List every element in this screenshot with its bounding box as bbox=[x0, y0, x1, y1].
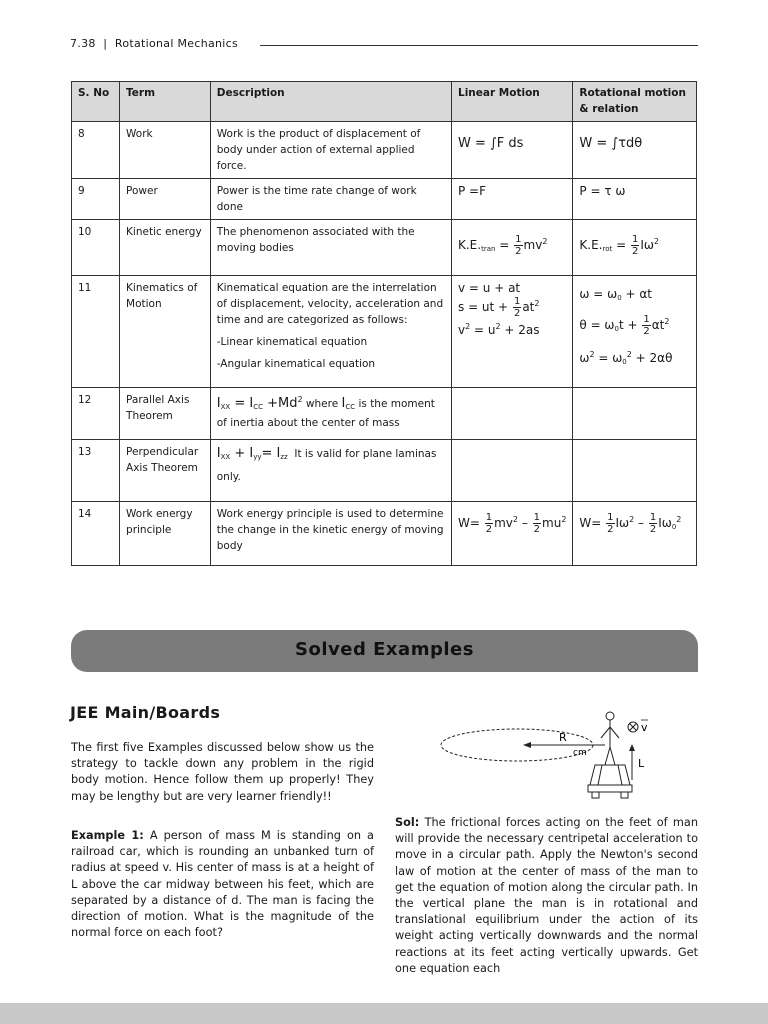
cell-term: Work bbox=[120, 122, 211, 179]
cell-sno: 11 bbox=[72, 276, 120, 388]
solution-text: The frictional forces acting on the feet of man will provide the necessary centripetal acceleration to move in a circular path. Apply the Newton's second law of motion at the center of mass of the man to get the equation of motion along the circular path. In the vertical plane the man is in rotational and translational equilibrium under the action of its weight acting vertically downwards and the normal reactions at its feet acting vertically upwards. Get one equation each bbox=[395, 816, 698, 975]
cell-linear-formula: W= $\frac{1}{2}$ $mv^2$ – $\frac{1}{2}$ $mu^2$ bbox=[452, 502, 573, 566]
table-row bbox=[72, 122, 697, 179]
cell-term: Parallel Axis Theorem bbox=[120, 388, 211, 440]
radius-arrowhead bbox=[523, 742, 531, 748]
cell-rotational-formula: W = ∫τdθ bbox=[573, 122, 697, 179]
equation-line: $\theta = \omega_0t$ + $\frac{1}{2}$ $\alpha t^2$ bbox=[579, 314, 670, 337]
cell-description bbox=[210, 276, 451, 388]
equation-line: $\omega^2 = \omega_0^2 + 2\alpha\theta$ bbox=[579, 350, 673, 366]
cell-sno: 13 bbox=[72, 440, 120, 502]
cell-term: Kinetic energy bbox=[120, 220, 211, 276]
cell-rotational-formula bbox=[573, 388, 697, 440]
table-row bbox=[72, 502, 697, 566]
cell-term: Work energy principle bbox=[120, 502, 211, 566]
example-paragraph bbox=[71, 828, 374, 941]
man-figure bbox=[588, 712, 632, 798]
col-header-linear: Linear Motion bbox=[452, 82, 573, 122]
chapter-title: Rotational Mechanics bbox=[114, 37, 239, 50]
example-text: A person of mass M is standing on a railroad car, which is rounding an unbanked turn of radius at speed v. His center of mass is at a height of L above the car midway between his feet, which are separated by a distance of d. The man is facing the direction of motion. What is the magnitude of the normal force on each foot? bbox=[71, 829, 374, 940]
banner-title: Solved Examples bbox=[295, 639, 474, 660]
velocity-into-page-icon bbox=[628, 722, 638, 732]
intro-paragraph: The first five Examples discussed below show us the strategy to tackle down any problem in the rigid body motion. Hence follow them up properly! They may be lengthy but are very learner friendly!! bbox=[71, 741, 374, 803]
table-row bbox=[72, 276, 697, 388]
col-header-sno: S. No bbox=[72, 82, 120, 122]
railroad-diagram bbox=[435, 705, 665, 805]
cell-rotational-formula: P = τ ω bbox=[573, 179, 697, 220]
cell-linear-formula bbox=[452, 440, 573, 502]
cell-linear-formula: P =F bbox=[452, 179, 573, 220]
header-rule bbox=[260, 45, 698, 46]
col-header-term: Term bbox=[120, 82, 211, 122]
list-item: -Linear kinematical equation bbox=[216, 336, 368, 348]
cell-rotational-formula: $K.E._{rot}$ = $\frac{1}{2}$ $I\omega^2$ bbox=[573, 220, 697, 276]
summary-table bbox=[71, 81, 697, 566]
table-row bbox=[72, 440, 697, 502]
table-row bbox=[72, 388, 697, 440]
solution-label: Sol: bbox=[395, 816, 420, 829]
equation-line: v = u + at bbox=[458, 281, 521, 295]
cell-description: Power is the time rate change of work done bbox=[210, 179, 451, 220]
height-arrowhead bbox=[629, 744, 635, 751]
cell-description: Work is the product of displacement of body under action of external applied force. bbox=[210, 122, 451, 179]
table-header-row bbox=[72, 82, 697, 122]
cell-sno: 10 bbox=[72, 220, 120, 276]
cell-linear-formula bbox=[452, 276, 573, 388]
height-label: L bbox=[638, 757, 645, 770]
cell-linear-formula bbox=[452, 388, 573, 440]
table-row bbox=[72, 179, 697, 220]
cell-rotational-formula: W= $\frac{1}{2}$ $I\omega^2$ – $\frac{1}{2}$ $I\omega_0^2$ bbox=[573, 502, 697, 566]
cell-rotational-formula bbox=[573, 276, 697, 388]
cell-description: $I_{XX} + I_{yy}= I_{zz}$ It is valid for plane laminas only. bbox=[210, 440, 451, 502]
cell-linear-formula: W = ∫F ds bbox=[452, 122, 573, 179]
page-header bbox=[70, 37, 698, 53]
header-separator: | bbox=[103, 37, 108, 50]
kinematics-description: Kinematical equation are the interrelation of displacement, velocity, acceleration and time and are categorized as follows: bbox=[216, 282, 444, 326]
cell-term: Power bbox=[120, 179, 211, 220]
cell-sno: 9 bbox=[72, 179, 120, 220]
cm-label: cm bbox=[573, 748, 587, 758]
equation-line: $\omega = \omega_0 + \alpha t$ bbox=[579, 287, 652, 302]
section-heading: JEE Main/Boards bbox=[70, 703, 221, 722]
equation-line: s = ut + $\frac{1}{2}$ $at^2$ bbox=[458, 296, 540, 319]
example-label: Example 1: bbox=[71, 829, 144, 842]
cell-sno: 12 bbox=[72, 388, 120, 440]
page-number: 7.38 bbox=[70, 37, 96, 50]
cell-description: Work energy principle is used to determine the change in the kinetic energy of moving body bbox=[210, 502, 451, 566]
cell-description: The phenomenon associated with the moving bodies bbox=[210, 220, 451, 276]
col-header-description: Description bbox=[210, 82, 451, 122]
cell-linear-formula: $K.E._{tran}$ = $\frac{1}{2}$ $mv^2$ bbox=[452, 220, 573, 276]
cell-rotational-formula bbox=[573, 440, 697, 502]
solved-examples-banner bbox=[71, 630, 698, 672]
cell-term: Kinematics of Motion bbox=[120, 276, 211, 388]
table-row bbox=[72, 220, 697, 276]
cell-description: $I_{XX} = I_{CC} +Md^2$ where $I_{CC}$ is the moment of inertia about the center of mass bbox=[210, 388, 451, 440]
radius-label: R bbox=[559, 731, 567, 744]
page-footer-bar bbox=[0, 1003, 768, 1024]
cell-sno: 14 bbox=[72, 502, 120, 566]
cell-sno: 8 bbox=[72, 122, 120, 179]
equation-line: $v^2 = u^2 + 2as$ bbox=[458, 322, 540, 337]
solution-paragraph bbox=[395, 815, 698, 977]
velocity-label: v bbox=[641, 721, 648, 734]
cell-term: Perpendicular Axis Theorem bbox=[120, 440, 211, 502]
list-item: -Angular kinematical equation bbox=[216, 358, 376, 370]
col-header-rotational: Rotational motion & relation bbox=[573, 82, 697, 122]
